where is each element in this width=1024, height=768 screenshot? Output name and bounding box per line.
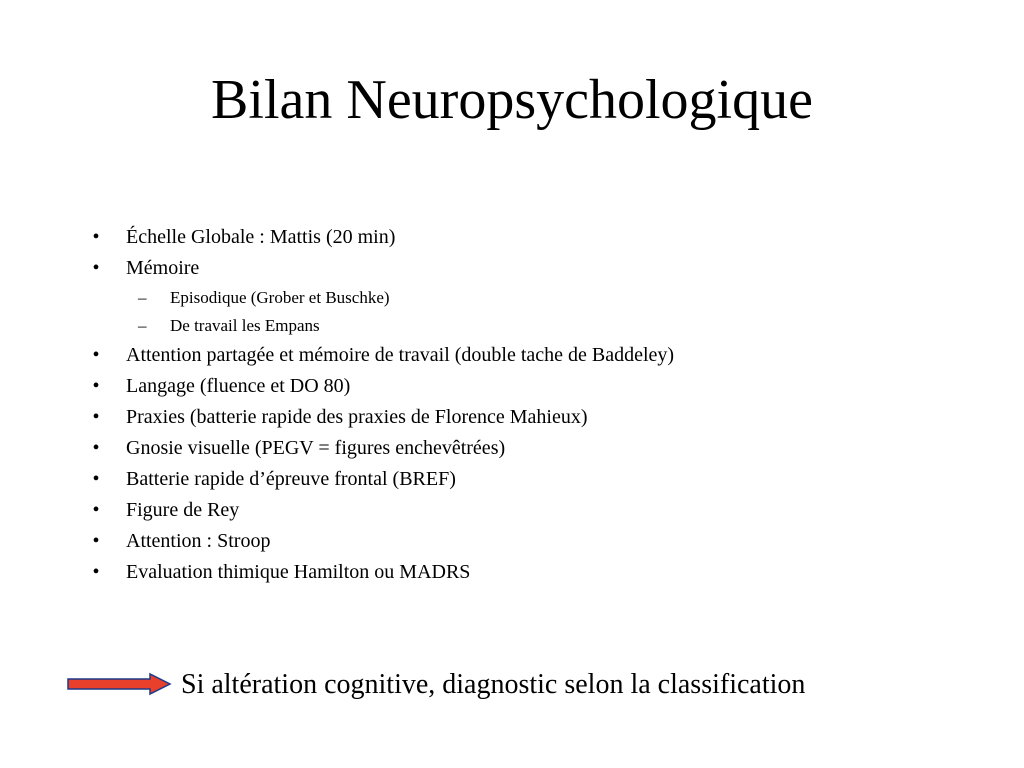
bullet-item-echelle-globale — [86, 222, 986, 253]
bullet-item-stroop — [86, 526, 986, 557]
bullet-text: Échelle Globale : Mattis (20 min) — [126, 226, 396, 248]
bullet-text: Attention partagée et mémoire de travail (double tache de Baddeley) — [126, 344, 675, 366]
bullet-marker: • — [92, 406, 100, 428]
bullet-marker: • — [92, 226, 100, 248]
bullet-text: Mémoire — [126, 257, 200, 279]
bullet-marker: • — [92, 375, 100, 397]
bullet-item-langage — [86, 371, 986, 402]
bullet-text: Batterie rapide d’épreuve frontal (BREF) — [126, 468, 456, 490]
bullet-marker: • — [92, 499, 100, 521]
bullet-item-memoire — [86, 253, 986, 284]
bullet-marker: • — [92, 257, 100, 279]
slide-title: Bilan Neuropsychologique — [211, 69, 813, 131]
bullet-item-batterie-bref — [86, 464, 986, 495]
conclusion-row — [66, 664, 966, 706]
bullet-marker: • — [92, 344, 100, 366]
bullet-text: Figure de Rey — [126, 499, 240, 521]
bullet-item-gnosie-visuelle — [86, 433, 986, 464]
sub-item-episodique — [86, 284, 986, 312]
conclusion-text: Si altération cognitive, diagnostic selon la classification — [181, 669, 806, 700]
bullet-item-praxies — [86, 402, 986, 433]
bullet-text: Gnosie visuelle (PEGV = figures enchevêtrées) — [126, 437, 506, 459]
bullet-item-evaluation-thimique — [86, 557, 986, 588]
bullet-text: Evaluation thimique Hamilton ou MADRS — [126, 561, 471, 583]
bullet-item-attention-partagee — [86, 340, 986, 371]
dash-marker: – — [138, 288, 147, 307]
bullet-marker: • — [92, 437, 100, 459]
sub-item-de-travail — [86, 312, 986, 340]
sub-item-text: De travail les Empans — [170, 316, 320, 335]
dash-marker: – — [138, 316, 147, 335]
sub-item-text: Episodique (Grober et Buschke) — [170, 288, 390, 307]
bullet-marker: • — [92, 561, 100, 583]
bullet-text: Praxies (batterie rapide des praxies de Florence Mahieux) — [126, 406, 588, 428]
bullet-item-figure-de-rey — [86, 495, 986, 526]
bullet-marker: • — [92, 468, 100, 490]
bullet-list — [86, 222, 986, 588]
bullet-text: Langage (fluence et DO 80) — [126, 375, 351, 397]
bullet-text: Attention : Stroop — [126, 530, 271, 552]
bullet-marker: • — [92, 530, 100, 552]
right-arrow-icon — [66, 672, 172, 696]
